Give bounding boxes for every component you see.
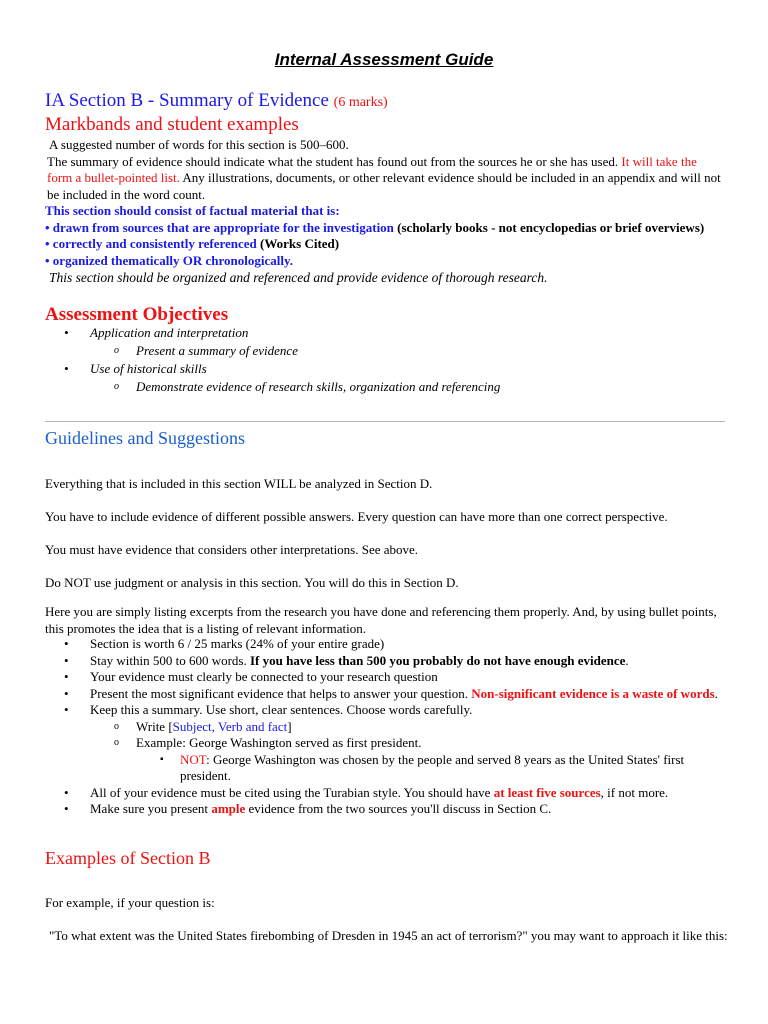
objective-item: • Use of historical skills bbox=[90, 360, 730, 378]
text: . bbox=[714, 685, 718, 701]
heading-part: IA Section bbox=[45, 90, 131, 111]
guideline-paragraph: You must have evidence that considers other interpretations. See above. bbox=[45, 542, 419, 557]
highlight-text: It will take the form a bullet-pointed list. bbox=[47, 153, 697, 185]
guideline-item bbox=[90, 686, 726, 703]
intro-line: A suggested number of words for this section is 500–600. bbox=[49, 137, 349, 152]
divider bbox=[45, 421, 725, 422]
section-heading bbox=[45, 90, 725, 112]
emphasis-text: at least five sources bbox=[493, 784, 601, 800]
examples-paragraph: For example, if your question is: bbox=[45, 895, 215, 910]
text: : George Washington was chosen by the people and served 8 years as the United States' first president. bbox=[180, 751, 685, 783]
guideline-item bbox=[90, 785, 726, 802]
text: ] bbox=[287, 718, 292, 734]
heading-part: B - bbox=[130, 90, 159, 111]
guideline-item: • Keep this a summary. Use short, clear sentences. Choose words carefully. bbox=[90, 702, 726, 719]
organized-line: This section should be organized and referenced and provide evidence of thorough research. bbox=[49, 270, 548, 285]
highlight-text: Subject, Verb and fact bbox=[172, 718, 288, 734]
criteria-note: (scholarly books - not encyclopedias or brief overviews) bbox=[393, 219, 705, 235]
criteria-item bbox=[45, 236, 725, 253]
markbands-heading: Markbands and student examples bbox=[45, 114, 299, 135]
guideline-item: • Section is worth 6 / 25 marks (24% of your entire grade) bbox=[90, 636, 726, 653]
highlight-text: NOT bbox=[180, 751, 207, 767]
emphasis-text: If you have less than 500 you probably do not have enough evidence bbox=[249, 652, 626, 668]
text: Write [ bbox=[136, 718, 173, 734]
criteria-note: (Works Cited) bbox=[256, 236, 340, 251]
text: Stay within 500 to 600 words. bbox=[90, 652, 250, 668]
guideline-paragraph: Here you are simply listing excerpts from the research you have done and referencing them properly. And, by using bullet points, this promotes the idea that is a listing of relevant information. bbox=[45, 604, 717, 636]
guideline-subitem: o Example: George Washington served as first president. bbox=[136, 735, 726, 752]
criteria-item: • organized thematically OR chronologically. bbox=[45, 252, 294, 268]
text: . bbox=[625, 652, 629, 668]
objectives-heading: Assessment Objectives bbox=[45, 304, 229, 325]
guideline-paragraph: Do NOT use judgment or analysis in this section. You will do this in Section D. bbox=[45, 575, 459, 590]
page-title: Internal Assessment Guide bbox=[274, 50, 494, 69]
text: evidence from the two sources you'll discuss in Section C. bbox=[245, 801, 552, 816]
heading-part: Summary of Evidence bbox=[159, 90, 334, 111]
objectives-list bbox=[90, 324, 730, 396]
criteria-item bbox=[45, 220, 725, 237]
criteria-text: • correctly and consistently referenced bbox=[45, 236, 257, 251]
text: Present the most significant evidence that helps to answer your question. bbox=[90, 685, 472, 701]
consist-line: This section should consist of factual material that is: bbox=[45, 203, 340, 218]
marks-label: (6 marks) bbox=[333, 95, 388, 110]
guideline-paragraph: You have to include evidence of different possible answers. Every question can have more than one correct perspective. bbox=[45, 509, 668, 524]
guideline-item bbox=[90, 653, 726, 670]
examples-heading: Examples of Section B bbox=[45, 848, 211, 868]
guidelines-heading: Guidelines and Suggestions bbox=[45, 428, 245, 448]
guideline-item: • Your evidence must clearly be connected to your research question bbox=[90, 669, 726, 686]
text: Any illustrations, documents, or other relevant evidence should be included in an appendix and will not be included in the word count. bbox=[47, 170, 721, 202]
guideline-subsubitem bbox=[180, 752, 726, 785]
guideline-paragraph: Everything that is included in this section WILL be analyzed in Section D. bbox=[45, 476, 433, 491]
criteria-text: • drawn from sources that are appropriate for the investigation bbox=[45, 219, 394, 235]
objective-subitem: o Demonstrate evidence of research skills, organization and referencing bbox=[136, 378, 730, 396]
text: , if not more. bbox=[600, 784, 669, 800]
guideline-item bbox=[90, 801, 726, 818]
text: Make sure you present bbox=[90, 801, 212, 816]
emphasis-text: Non-significant evidence is a waste of words bbox=[471, 685, 715, 701]
text: All of your evidence must be cited using the Turabian style. You should have bbox=[90, 784, 494, 800]
guideline-subitem bbox=[136, 719, 726, 736]
objective-subitem: o Present a summary of evidence bbox=[136, 342, 730, 360]
text: The summary of evidence should indicate what the student has found out from the sources he or she has used. bbox=[47, 153, 622, 169]
examples-paragraph: "To what extent was the United States firebombing of Dresden in 1945 an act of terrorism?" you may want to approach it like this: bbox=[49, 928, 728, 943]
intro-block bbox=[45, 137, 725, 287]
objective-item: • Application and interpretation bbox=[90, 324, 730, 342]
emphasis-text: ample bbox=[211, 801, 246, 816]
guidelines-list bbox=[90, 636, 726, 818]
intro-paragraph bbox=[45, 154, 725, 204]
